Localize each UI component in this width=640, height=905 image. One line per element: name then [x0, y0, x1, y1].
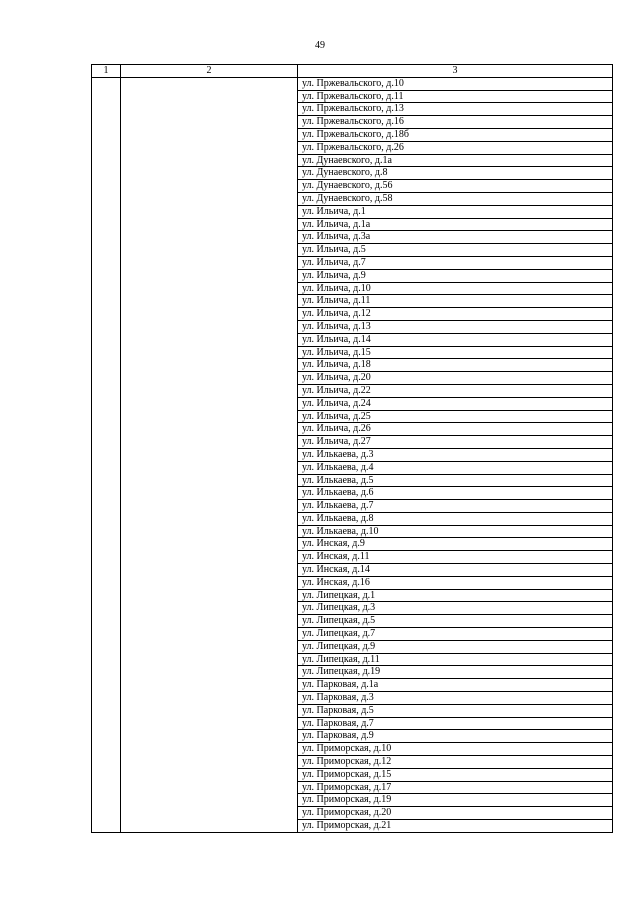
address-cell: ул. Илькаева, д.4 [298, 461, 613, 474]
address-cell: ул. Дунаевского, д.8 [298, 167, 613, 180]
address-cell: ул. Илькаева, д.10 [298, 525, 613, 538]
address-cell: ул. Липецкая, д.1 [298, 589, 613, 602]
address-cell: ул. Ильича, д.27 [298, 436, 613, 449]
address-cell: ул. Приморская, д.12 [298, 756, 613, 769]
address-cell: ул. Пржевальского, д.26 [298, 141, 613, 154]
address-cell: ул. Ильича, д.5 [298, 244, 613, 257]
address-cell: ул. Инская, д.11 [298, 551, 613, 564]
address-cell: ул. Ильича, д.14 [298, 333, 613, 346]
address-cell: ул. Липецкая, д.3 [298, 602, 613, 615]
address-cell: ул. Илькаева, д.8 [298, 512, 613, 525]
address-cell: ул. Парковая, д.7 [298, 717, 613, 730]
address-cell: ул. Инская, д.14 [298, 564, 613, 577]
address-cell: ул. Пржевальского, д.13 [298, 103, 613, 116]
address-cell: ул. Илькаева, д.5 [298, 474, 613, 487]
address-cell: ул. Пржевальского, д.11 [298, 90, 613, 103]
header-col-1: 1 [92, 65, 121, 78]
address-cell: ул. Ильича, д.25 [298, 410, 613, 423]
address-cell: ул. Липецкая, д.7 [298, 628, 613, 641]
address-cell: ул. Ильича, д.13 [298, 320, 613, 333]
address-cell: ул. Ильича, д.22 [298, 384, 613, 397]
merged-cell-col-1 [92, 77, 121, 832]
address-cell: ул. Илькаева, д.6 [298, 487, 613, 500]
address-cell: ул. Ильича, д.3а [298, 231, 613, 244]
address-cell: ул. Ильича, д.18 [298, 359, 613, 372]
address-cell: ул. Илькаева, д.3 [298, 448, 613, 461]
address-cell: ул. Липецкая, д.5 [298, 615, 613, 628]
address-cell: ул. Ильича, д.1а [298, 218, 613, 231]
address-cell: ул. Ильича, д.9 [298, 269, 613, 282]
address-cell: ул. Парковая, д.5 [298, 704, 613, 717]
address-cell: ул. Ильича, д.26 [298, 423, 613, 436]
address-cell: ул. Приморская, д.21 [298, 820, 613, 833]
page-number: 49 [315, 40, 325, 51]
address-cell: ул. Ильича, д.7 [298, 256, 613, 269]
address-cell: ул. Инская, д.9 [298, 538, 613, 551]
address-table [91, 64, 613, 833]
address-cell: ул. Пржевальского, д.10 [298, 77, 613, 90]
address-cell: ул. Парковая, д.9 [298, 730, 613, 743]
address-cell: ул. Пржевальского, д.16 [298, 116, 613, 129]
address-cell: ул. Дунаевского, д.1а [298, 154, 613, 167]
address-cell: ул. Приморская, д.15 [298, 768, 613, 781]
address-cell: ул. Ильича, д.1 [298, 205, 613, 218]
address-cell: ул. Парковая, д.3 [298, 692, 613, 705]
address-cell: ул. Липецкая, д.11 [298, 653, 613, 666]
address-cell: ул. Илькаева, д.7 [298, 500, 613, 513]
address-cell: ул. Приморская, д.17 [298, 781, 613, 794]
address-cell: ул. Ильича, д.15 [298, 346, 613, 359]
address-cell: ул. Ильича, д.10 [298, 282, 613, 295]
address-cell: ул. Инская, д.16 [298, 576, 613, 589]
address-cell: ул. Ильича, д.11 [298, 295, 613, 308]
address-cell: ул. Приморская, д.19 [298, 794, 613, 807]
address-cell: ул. Ильича, д.24 [298, 397, 613, 410]
header-col-3: 3 [298, 65, 613, 78]
address-cell: ул. Ильича, д.12 [298, 308, 613, 321]
address-cell: ул. Приморская, д.10 [298, 743, 613, 756]
table-header-row [92, 65, 613, 78]
address-cell: ул. Липецкая, д.9 [298, 640, 613, 653]
address-cell: ул. Липецкая, д.19 [298, 666, 613, 679]
address-cell: ул. Пржевальского, д.18б [298, 128, 613, 141]
merged-cell-col-2 [121, 77, 298, 832]
address-cell: ул. Ильича, д.20 [298, 372, 613, 385]
header-col-2: 2 [121, 65, 298, 78]
address-cell: ул. Парковая, д.1а [298, 679, 613, 692]
address-cell: ул. Приморская, д.20 [298, 807, 613, 820]
table-row [92, 77, 613, 90]
address-cell: ул. Дунаевского, д.56 [298, 180, 613, 193]
address-cell: ул. Дунаевского, д.58 [298, 192, 613, 205]
